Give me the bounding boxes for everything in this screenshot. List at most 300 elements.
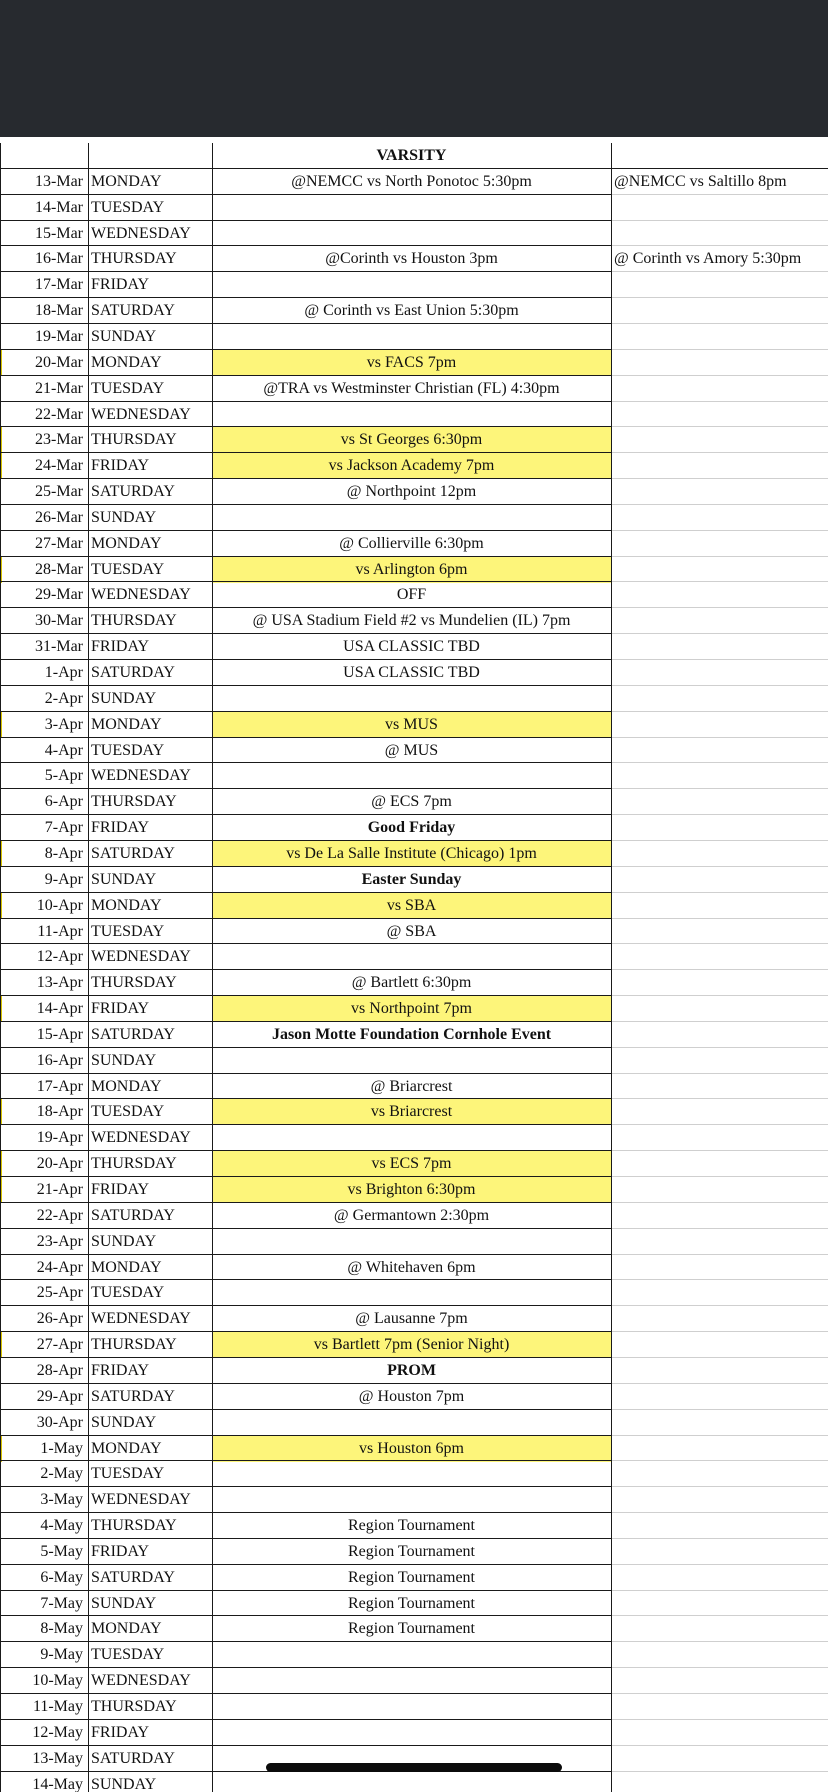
- extra-game-cell: [611, 1099, 828, 1125]
- grid-hline: [611, 1098, 828, 1099]
- grid-hline: [0, 1305, 611, 1306]
- varsity-cell: [212, 1229, 611, 1255]
- day-cell: MONDAY: [91, 1258, 162, 1276]
- varsity-cell: @ Houston 7pm: [358, 1387, 465, 1405]
- extra-game-cell: [611, 324, 828, 350]
- schedule-row: [0, 272, 828, 298]
- schedule-row: [0, 1306, 828, 1332]
- extra-game-cell: [611, 970, 828, 996]
- grid-hline: [0, 349, 611, 350]
- extra-game-cell: [611, 789, 828, 815]
- grid-hline: [0, 1435, 611, 1436]
- extra-game-cell: [611, 686, 828, 712]
- day-cell: MONDAY: [91, 1077, 162, 1095]
- schedule-row: [0, 1099, 828, 1125]
- date-cell: 27-Apr: [36, 1336, 83, 1354]
- grid-hline: [611, 711, 828, 712]
- schedule-row: [0, 246, 828, 272]
- day-cell: THURSDAY: [91, 1698, 177, 1715]
- day-cell: FRIDAY: [91, 1181, 150, 1198]
- grid-hline: [611, 737, 828, 738]
- grid-hline: [611, 1124, 828, 1125]
- extra-game-cell: [611, 1177, 828, 1203]
- grid-hline: [611, 1279, 828, 1280]
- grid-hline: [0, 685, 611, 686]
- schedule-row: [0, 1772, 828, 1792]
- grid-hline: [0, 1124, 611, 1125]
- schedule-row: [0, 505, 828, 531]
- date-cell: 24-Apr: [36, 1258, 83, 1276]
- varsity-cell: Region Tournament: [347, 1542, 475, 1560]
- day-cell: WEDNESDAY: [91, 1129, 191, 1147]
- schedule-row: [0, 1022, 828, 1048]
- day-cell: MONDAY: [91, 896, 162, 914]
- varsity-cell: vs FACS 7pm: [212, 350, 611, 376]
- day-cell: MONDAY: [91, 353, 162, 371]
- grid-vline: [611, 143, 612, 1792]
- date-cell: 14-Apr: [36, 1000, 83, 1018]
- grid-hline: [611, 530, 828, 531]
- date-cell: 5-Apr: [44, 767, 83, 785]
- date-cell: 12-May: [32, 1723, 83, 1741]
- day-cell: FRIDAY: [91, 276, 150, 294]
- extra-game-cell: [611, 582, 828, 608]
- extra-game-cell: [611, 350, 828, 376]
- grid-hline: [611, 349, 828, 350]
- grid-hline: [0, 762, 611, 763]
- date-cell: 18-Apr: [36, 1103, 83, 1121]
- varsity-cell: [212, 402, 611, 428]
- grid-hline: [0, 1486, 611, 1487]
- varsity-cell: [212, 1694, 611, 1720]
- schedule-row: [0, 298, 828, 324]
- grid-hline: [611, 1693, 828, 1694]
- varsity-cell: Region Tournament: [347, 1517, 475, 1535]
- varsity-cell: @Corinth vs Houston 3pm: [325, 250, 498, 268]
- date-cell: 4-May: [40, 1517, 83, 1535]
- grid-hline: [611, 1073, 828, 1074]
- extra-game-cell: [611, 1255, 828, 1281]
- schedule-row: [0, 1384, 828, 1410]
- day-cell: MONDAY: [91, 715, 162, 733]
- extra-game-cell: [611, 531, 828, 557]
- varsity-cell: [212, 272, 611, 298]
- grid-hline: [0, 245, 611, 246]
- date-cell: 26-Mar: [35, 508, 83, 526]
- grid-hline: [0, 1331, 611, 1332]
- day-cell: WEDNESDAY: [91, 1491, 191, 1509]
- grid-hline: [0, 1564, 611, 1565]
- schedule-row: [0, 1642, 828, 1668]
- grid-hline: [0, 1719, 611, 1720]
- schedule-row: [0, 815, 828, 841]
- date-cell: 21-Apr: [36, 1181, 83, 1198]
- date-cell: 9-Apr: [44, 870, 83, 888]
- varsity-cell: vs St Georges 6:30pm: [212, 427, 611, 453]
- grid-hline: [0, 788, 611, 789]
- extra-game-cell: [611, 1384, 828, 1410]
- varsity-cell: [212, 1280, 611, 1306]
- date-cell: 30-Apr: [36, 1413, 83, 1431]
- date-cell: 13-Apr: [36, 974, 83, 992]
- grid-hline: [0, 323, 611, 324]
- schedule-row: [0, 919, 828, 945]
- varsity-cell: @ Briarcrest: [370, 1077, 453, 1095]
- varsity-cell: @ Collierville 6:30pm: [339, 534, 484, 552]
- day-cell: FRIDAY: [91, 1723, 150, 1741]
- grid-hline: [0, 168, 828, 169]
- extra-game-cell: [611, 1565, 828, 1591]
- grid-hline: [611, 943, 828, 944]
- grid-hline: [0, 478, 611, 479]
- date-cell: 10-May: [32, 1672, 83, 1690]
- date-cell: 13-May: [32, 1749, 83, 1767]
- day-cell: SATURDAY: [91, 1568, 175, 1586]
- varsity-cell: [212, 1668, 611, 1694]
- grid-hline: [0, 943, 611, 944]
- day-cell: MONDAY: [91, 172, 162, 190]
- grid-hline: [0, 220, 611, 221]
- extra-game-cell: [611, 608, 828, 634]
- date-cell: 19-Apr: [36, 1129, 83, 1147]
- date-cell: 7-Apr: [44, 819, 83, 837]
- grid-hline: [611, 1512, 828, 1513]
- extra-game-cell: [611, 453, 828, 479]
- day-cell: MONDAY: [91, 1439, 162, 1457]
- schedule-row: [0, 867, 828, 893]
- day-cell: SATURDAY: [91, 1025, 175, 1043]
- schedule-row: [0, 944, 828, 970]
- date-cell: 8-May: [40, 1620, 83, 1638]
- extra-game-cell: [611, 919, 828, 945]
- day-cell: THURSDAY: [91, 250, 177, 268]
- varsity-cell: vs Brighton 6:30pm: [212, 1177, 611, 1203]
- day-cell: SATURDAY: [91, 483, 175, 501]
- varsity-cell: [212, 1048, 611, 1074]
- date-cell: 6-Apr: [44, 793, 83, 811]
- date-cell: 20-Mar: [35, 353, 83, 371]
- grid-hline: [611, 1771, 828, 1772]
- grid-hline: [0, 659, 611, 660]
- varsity-cell: [212, 1410, 611, 1436]
- extra-game-cell: [611, 1306, 828, 1332]
- grid-hline: [611, 323, 828, 324]
- date-cell: 10-Apr: [36, 896, 83, 914]
- day-cell: TUESDAY: [91, 1465, 165, 1483]
- extra-game-cell: [611, 1410, 828, 1436]
- grid-hline: [611, 1615, 828, 1616]
- day-cell: THURSDAY: [91, 974, 177, 992]
- varsity-cell: [212, 1125, 611, 1151]
- grid-hline: [0, 1409, 611, 1410]
- grid-hline: [611, 840, 828, 841]
- day-cell: SUNDAY: [91, 1232, 157, 1250]
- schedule-row: [0, 1358, 828, 1384]
- grid-hline: [0, 737, 611, 738]
- varsity-cell: [212, 221, 611, 247]
- grid-hline: [611, 1021, 828, 1022]
- day-cell: SUNDAY: [91, 1051, 157, 1069]
- grid-hline: [0, 297, 611, 298]
- grid-hline: [0, 1021, 611, 1022]
- top-bar: [0, 0, 828, 137]
- grid-hline: [0, 426, 611, 427]
- extra-game-cell: [611, 1229, 828, 1255]
- day-cell: WEDNESDAY: [91, 1672, 191, 1690]
- day-cell: FRIDAY: [91, 457, 150, 475]
- varsity-cell: Region Tournament: [347, 1620, 475, 1638]
- schedule-row: [0, 712, 828, 738]
- extra-game-cell: [611, 1513, 828, 1539]
- varsity-cell: OFF: [396, 586, 427, 604]
- schedule-row: [0, 1565, 828, 1591]
- date-cell: 1-May: [40, 1439, 83, 1457]
- extra-game-cell: [611, 763, 828, 789]
- extra-game-cell: [611, 427, 828, 453]
- grid-hline: [0, 401, 611, 402]
- day-cell: SUNDAY: [91, 1413, 157, 1431]
- extra-game-cell: [611, 1487, 828, 1513]
- day-cell: SUNDAY: [91, 1594, 157, 1612]
- day-cell: THURSDAY: [91, 1336, 177, 1354]
- grid-hline: [611, 297, 828, 298]
- varsity-cell: [212, 1720, 611, 1746]
- schedule-row: [0, 324, 828, 350]
- extra-game-cell: [611, 1151, 828, 1177]
- schedule-row: [0, 427, 828, 453]
- schedule-row: [0, 221, 828, 247]
- grid-hline: [611, 1409, 828, 1410]
- date-cell: 3-May: [40, 1491, 83, 1509]
- grid-hline: [0, 452, 611, 453]
- day-cell: TUESDAY: [91, 379, 165, 397]
- grid-hline: [611, 1254, 828, 1255]
- schedule-row: [0, 1720, 828, 1746]
- date-cell: 3-Apr: [44, 715, 83, 733]
- date-cell: 29-Mar: [35, 586, 83, 604]
- date-cell: 25-Apr: [36, 1284, 83, 1302]
- grid-hline: [0, 1228, 611, 1229]
- schedule-row: [0, 376, 828, 402]
- day-cell: WEDNESDAY: [91, 1310, 191, 1328]
- grid-hline: [611, 1667, 828, 1668]
- grid-hline: [0, 892, 611, 893]
- day-cell: THURSDAY: [91, 793, 177, 811]
- extra-game-cell: [611, 557, 828, 583]
- grid-hline: [611, 1745, 828, 1746]
- grid-hline: [0, 1254, 611, 1255]
- schedule-row: [0, 996, 828, 1022]
- date-cell: 17-Mar: [35, 276, 83, 294]
- grid-hline: [611, 194, 828, 195]
- extra-game-cell: [611, 738, 828, 764]
- grid-hline: [611, 607, 828, 608]
- schedule-row: [0, 1255, 828, 1281]
- day-cell: WEDNESDAY: [91, 405, 191, 423]
- grid-hline: [0, 1615, 611, 1616]
- schedule-row: [0, 1487, 828, 1513]
- grid-hline: [0, 633, 611, 634]
- date-cell: 26-Apr: [36, 1310, 83, 1328]
- grid-hline: [0, 530, 611, 531]
- schedule-sheet: [0, 143, 828, 1792]
- schedule-row: [0, 738, 828, 764]
- date-cell: 11-Apr: [37, 922, 83, 940]
- schedule-row: [0, 763, 828, 789]
- date-cell: 13-Mar: [35, 172, 83, 190]
- schedule-row: [0, 1539, 828, 1565]
- grid-hline: [611, 1202, 828, 1203]
- extra-game-cell: [611, 1642, 828, 1668]
- day-cell: FRIDAY: [91, 1542, 150, 1560]
- date-cell: 28-Mar: [35, 560, 83, 578]
- grid-hline: [0, 271, 611, 272]
- grid-hline: [0, 1073, 611, 1074]
- grid-hline: [0, 711, 611, 712]
- grid-hline: [611, 1305, 828, 1306]
- grid-hline: [611, 271, 828, 272]
- varsity-cell: @ Lausanne 7pm: [355, 1310, 468, 1328]
- extra-game-cell: [611, 1772, 828, 1792]
- schedule-row: [0, 841, 828, 867]
- date-cell: 22-Mar: [35, 405, 83, 423]
- varsity-cell: @TRA vs Westminster Christian (FL) 4:30pm: [263, 379, 560, 397]
- date-cell: 23-Mar: [35, 431, 83, 449]
- varsity-cell: Region Tournament: [347, 1594, 475, 1612]
- extra-game-cell: @ Corinth vs Amory 5:30pm: [614, 250, 802, 268]
- date-cell: 2-Apr: [44, 689, 83, 707]
- grid-hline: [611, 866, 828, 867]
- day-cell: THURSDAY: [91, 1517, 177, 1535]
- varsity-cell: @ SBA: [386, 922, 437, 940]
- grid-hline: [0, 1745, 611, 1746]
- extra-game-cell: [611, 841, 828, 867]
- day-cell: FRIDAY: [91, 819, 150, 837]
- grid-vline: [88, 143, 89, 1792]
- date-cell: 27-Mar: [35, 534, 83, 552]
- schedule-row: [0, 686, 828, 712]
- grid-hline: [0, 1098, 611, 1099]
- extra-game-cell: [611, 815, 828, 841]
- grid-hline: [611, 1047, 828, 1048]
- extra-game-cell: [611, 505, 828, 531]
- schedule-row: [0, 634, 828, 660]
- schedule-row: [0, 1332, 828, 1358]
- varsity-cell: vs Bartlett 7pm (Senior Night): [212, 1332, 611, 1358]
- grid-hline: [0, 1176, 611, 1177]
- varsity-cell: [212, 324, 611, 350]
- varsity-cell: @ MUS: [384, 741, 439, 759]
- grid-hline: [0, 1512, 611, 1513]
- varsity-cell: vs SBA: [212, 893, 611, 919]
- day-cell: MONDAY: [91, 1620, 162, 1638]
- grid-hline: [0, 194, 611, 195]
- schedule-row: [0, 970, 828, 996]
- schedule-row: [0, 1177, 828, 1203]
- varsity-cell: vs Briarcrest: [212, 1099, 611, 1125]
- day-cell: TUESDAY: [91, 560, 165, 578]
- day-cell: SATURDAY: [91, 1387, 175, 1405]
- date-cell: 19-Mar: [35, 327, 83, 345]
- day-cell: TUESDAY: [91, 922, 165, 940]
- extra-game-cell: [611, 1746, 828, 1772]
- varsity-cell: @ Whitehaven 6pm: [347, 1258, 476, 1276]
- date-cell: 18-Mar: [35, 302, 83, 320]
- day-cell: THURSDAY: [91, 1155, 177, 1173]
- date-cell: 30-Mar: [35, 612, 83, 630]
- grid-hline: [0, 918, 611, 919]
- schedule-row: [0, 1436, 828, 1462]
- extra-game-cell: [611, 1694, 828, 1720]
- day-cell: WEDNESDAY: [91, 767, 191, 785]
- grid-hline: [611, 1228, 828, 1229]
- grid-hline: [611, 1538, 828, 1539]
- varsity-cell: @ USA Stadium Field #2 vs Mundelien (IL) 7pm: [252, 612, 571, 630]
- grid-hline: [611, 401, 828, 402]
- varsity-cell: @ Northpoint 12pm: [346, 483, 477, 501]
- grid-hline: [0, 840, 611, 841]
- extra-game-cell: [611, 1358, 828, 1384]
- varsity-cell: [212, 686, 611, 712]
- schedule-row: [0, 479, 828, 505]
- date-cell: 5-May: [40, 1542, 83, 1560]
- varsity-cell: [212, 505, 611, 531]
- grid-vline: [0, 143, 1, 1792]
- grid-hline: [0, 1641, 611, 1642]
- day-cell: TUESDAY: [91, 1103, 165, 1121]
- day-cell: WEDNESDAY: [91, 586, 191, 604]
- grid-hline: [611, 1564, 828, 1565]
- grid-hline: [0, 1460, 611, 1461]
- grid-hline: [0, 1667, 611, 1668]
- schedule-row: [0, 1074, 828, 1100]
- grid-hline: [0, 1150, 611, 1151]
- schedule-row: [0, 169, 828, 195]
- date-cell: 31-Mar: [35, 638, 83, 656]
- day-cell: FRIDAY: [91, 638, 150, 656]
- grid-hline: [611, 1176, 828, 1177]
- schedule-row: [0, 1694, 828, 1720]
- grid-hline: [0, 1590, 611, 1591]
- grid-hline: [611, 1641, 828, 1642]
- varsity-cell: [212, 195, 611, 221]
- extra-game-cell: [611, 1280, 828, 1306]
- extra-game-cell: [611, 402, 828, 428]
- grid-hline: [611, 762, 828, 763]
- varsity-cell: vs MUS: [212, 712, 611, 738]
- date-cell: 22-Apr: [36, 1206, 83, 1224]
- date-cell: 23-Apr: [36, 1232, 83, 1250]
- grid-hline: [0, 504, 611, 505]
- grid-hline: [0, 1693, 611, 1694]
- schedule-row: [0, 557, 828, 583]
- grid-hline: [0, 814, 611, 815]
- extra-game-cell: [611, 893, 828, 919]
- day-cell: WEDNESDAY: [91, 224, 191, 242]
- day-cell: THURSDAY: [91, 431, 177, 449]
- grid-hline: [0, 969, 611, 970]
- varsity-cell: USA CLASSIC TBD: [343, 638, 480, 656]
- schedule-row: [0, 1203, 828, 1229]
- schedule-row: [0, 453, 828, 479]
- grid-hline: [611, 245, 828, 246]
- varsity-cell: vs Jackson Academy 7pm: [212, 453, 611, 479]
- varsity-cell: [212, 944, 611, 970]
- date-cell: 28-Apr: [36, 1361, 83, 1379]
- extra-game-cell: [611, 1720, 828, 1746]
- grid-hline: [0, 607, 611, 608]
- schedule-row: [0, 1668, 828, 1694]
